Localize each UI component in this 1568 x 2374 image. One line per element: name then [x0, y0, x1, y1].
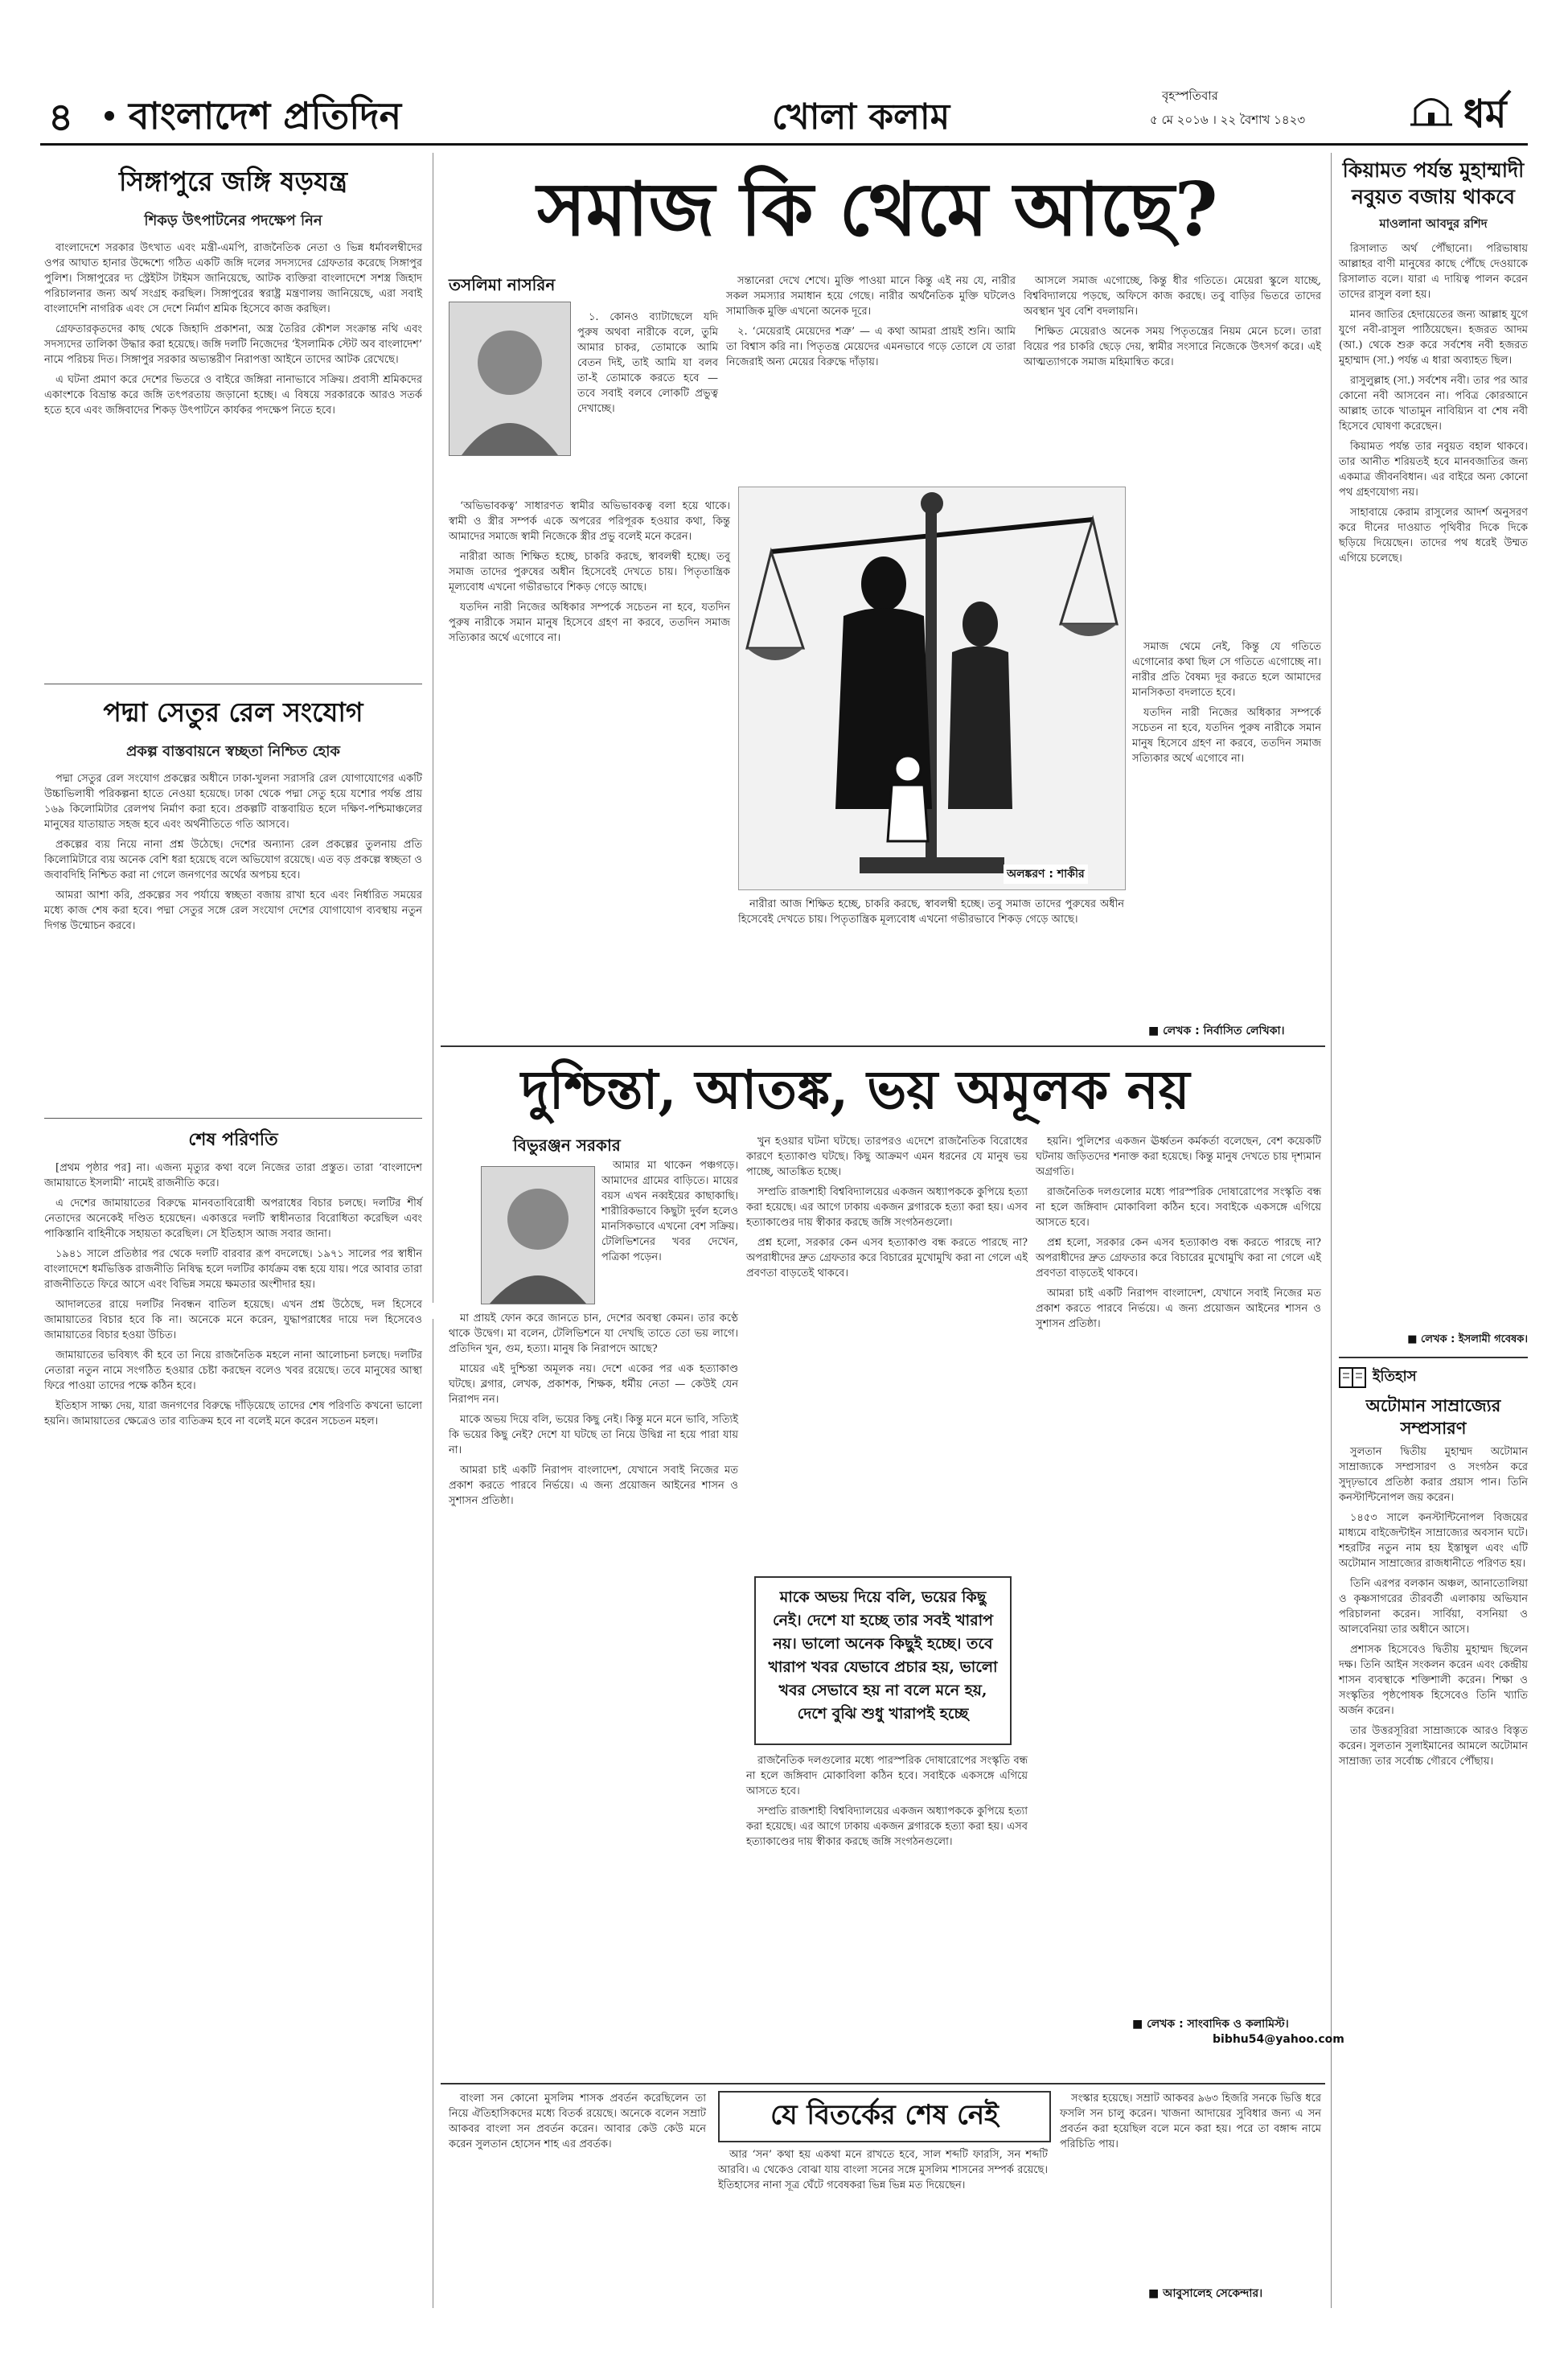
religion-article-body: [1339, 241, 1528, 1327]
paragraph: আমরা চাই একটি নিরাপদ বাংলাদেশ, যেখানে সবাই নিজের মত প্রকাশ করতে পারবে নির্ভয়ে। এ জন্য প্রয়োজন আইনের শাসন ও সুশাসন প্রতিষ্ঠা।: [449, 1464, 738, 1507]
paragraph: ১. কোনও ব্যাটাছেলে যদি পুরুষ অথবা নারীকে বলে, তুমি আমার চাকর, তোমাকে আমি বেতন দিই, তাই আমি যা বলব তা-ই তোমাকে করতে হবে — তবে সবাই বলবে লোকটি প্রভুত্ব দেখাচ্ছে।: [577, 311, 718, 415]
paragraph: রিসালাত অর্থ পৌঁছানো। পরিভাষায় আল্লাহর বাণী মানুষের কাছে পৌঁছে দেওয়াকে রিসালাত বলে। যারা এ দায়িত্ব পালন করেন তাদের রাসুল বলা হয়।: [1339, 243, 1528, 301]
paragraph: আমার মা থাকেন পঞ্চগড়ে। আমাদের গ্রামের বাড়িতে। মায়ের বয়স এখন নব্বইয়ের কাছাকাছি। শারীরিকভাবে কিছুটা দুর্বল হলেও মানসিকভাবে এখনো বেশ সক্রিয়। টেলিভিশনের খবর দেখেন, পত্রিকা পড়েন।: [601, 1160, 738, 1263]
paragraph: আমরা চাই একটি নিরাপদ বাংলাদেশ, যেখানে সবাই নিজের মত প্রকাশ করতে পারবে নির্ভয়ে। এ জন্য প্রয়োজন আইনের শাসন ও সুশাসন প্রতিষ্ঠা।: [1036, 1288, 1321, 1330]
paragraph: ইতিহাস সাক্ষ্য দেয়, যারা জনগণের বিরুদ্ধে দাঁড়িয়েছে তাদের শেষ পরিণতি কখনো ভালো হয়নি। জামায়াতের ক্ষেত্রেও তার ব্যতিক্রম হবে না বলেই মনে করেন সচেতন মহল।: [44, 1400, 422, 1427]
article-col-1b: [449, 1311, 738, 2059]
article-col-2: [746, 1134, 1028, 1568]
cartoon-credit: অলঙ্করণ : শাকীর: [1004, 865, 1088, 884]
paragraph: মায়ের এই দুশ্চিন্তা অমূলক নয়। দেশে একের পর এক হত্যাকাণ্ড ঘটছে। ব্লগার, লেখক, প্রকাশক, শিক্ষক, ধর্মীয় নেতা — কেউই যেন নিরাপদ নন।: [449, 1363, 738, 1406]
paragraph: নারীরা আজ শিক্ষিত হচ্ছে, চাকরি করছে, স্বাবলম্বী হচ্ছে। তবু সমাজ তাদের পুরুষের অধীন হিসেবেই দেখতে চায়। পিতৃতান্ত্রিক মূল্যবোধ এখনো গভীরভাবে শিকড় গেড়ে আছে।: [738, 898, 1124, 926]
date: ৫ মে ২০১৬ । ২২ বৈশাখ ১৪২৩: [1150, 113, 1306, 127]
paragraph: বাংলাদেশে সরকার উৎখাত এবং মন্ত্রী-এমপি, রাজনৈতিক নেতা ও ভিন্ন ধর্মাবলম্বীদের ওপর আঘাত হানার উদ্দেশ্যে গঠিত একটি জঙ্গি দলের সদস্যদের গ্রেফতার করেছে সিঙ্গাপুর পুলিশ। সিঙ্গাপুরের দ্য স্ট্রেইটস টাইমস জানিয়েছে, আটক ব্যক্তিরা বাংলাদেশে সশস্ত্র জিহাদ পরিচালনার জন্য অর্থ সংগ্রহ করছিল। সিঙ্গাপুরের স্বরাষ্ট্র মন্ত্রণালয় জানিয়েছে, এরা সবাই বাংলাদেশি নাগরিক এবং সে দেশে নির্মাণ শ্রমিক হিসেবে কাজ করছিল।: [44, 242, 422, 315]
masthead: [40, 80, 1528, 153]
paragraph: প্রশাসক হিসেবেও দ্বিতীয় মুহাম্মদ ছিলেন দক্ষ। তিনি আইন সংকলন করেন এবং কেন্দ্রীয় শাসন ব্যবস্থাকে শক্তিশালী করেন। শিক্ষা ও সংস্কৃতির পৃষ্ঠপোষক হিসেবেও তিনি খ্যাতি অর্জন করেন।: [1339, 1644, 1528, 1717]
paragraph: সুলতান দ্বিতীয় মুহাম্মদ অটোমান সাম্রাজ্যকে সম্প্রসারণ ও সংগঠন করে সুদৃঢ়ভাবে প্রতিষ্ঠা করার প্রয়াস পান। তিনি কনস্টান্টিনোপল জয় করেন।: [1339, 1446, 1528, 1504]
paragraph: সাহাবায়ে কেরাম রাসুলের আদর্শ অনুসরণ করে দীনের দাওয়াত পৃথিবীর দিকে দিকে ছড়িয়ে দিয়েছেন। তাদের পথ ধরেই উম্মত এগিয়ে চলেছে।: [1339, 507, 1528, 565]
pull-quote-text: মাকে অভয় দিয়ে বলি, ভয়ের কিছু নেই। দেশে যা হচ্ছে তার সবই খারাপ নয়। ভালো অনেক কিছুই হচ্ছে। তবে খারাপ খবর যেভাবে প্রচার হয়, ভালো খবর সেভাবে হয় না বলে মনে হয়, দেশে বুঝি শুধু খারাপই হচ্ছে: [768, 1588, 998, 1723]
article-col-3: [1036, 1134, 1321, 2002]
paragraph: ২. ‘মেয়েরাই মেয়েদের শত্রু’ — এ কথা আমরা প্রায়ই শুনি। আমি তা বিশ্বাস করি না। পিতৃতন্ত্র মেয়েদের এমনভাবে গড়ে তোলে যে তারা নিজেরাই অন্য মেয়ের বিরুদ্ধে দাঁড়ায়।: [726, 326, 1016, 368]
author-photo: [449, 302, 571, 456]
paper-name: বাংলাদেশ প্রতিদিন: [129, 94, 402, 138]
religion-article-author: মাওলানা আবদুর রশিদ: [1379, 216, 1488, 231]
paragraph: মানব জাতির হেদায়েতের জন্য আল্লাহ যুগে যুগে নবী-রাসুল পাঠিয়েছেন। হজরত আদম (আ.) থেকে শুরু করে সর্বশেষ নবী হজরত মুহাম্মাদ (সা.) পর্যন্ত এ ধারা অব্যাহত ছিল।: [1339, 309, 1528, 367]
paragraph: যতদিন নারী নিজের অধিকার সম্পর্কে সচেতন না হবে, যতদিন পুরুষ নারীকে সমান মানুষ হিসেবে গ্রহণ না করবে, ততদিন সমাজ সত্যিকার অর্থে এগোবে না।: [449, 602, 730, 644]
main-article-col-5: [738, 897, 1124, 1017]
paragraph: প্রশ্ন হলো, সরকার কেন এসব হত্যাকাণ্ড বন্ধ করতে পারছে না? অপরাধীদের দ্রুত গ্রেফতার করে বিচারের মুখোমুখি করা না গেলে এই প্রবণতা বাড়তেই থাকবে।: [746, 1237, 1028, 1279]
main-article-title: সমাজ কি থেমে আছে?: [537, 166, 1218, 253]
article-col-3: [1060, 2091, 1321, 2276]
paragraph: হয়নি। পুলিশের একজন ঊর্ধ্বতন কর্মকর্তা বলেছেন, বেশ কয়েকটি ঘটনায় জড়িতদের শনাক্ত করা হয়েছে। কিন্তু মানুষ দেখতে চায় দৃশ্যমান অগ্রগতি।: [1036, 1136, 1321, 1178]
paragraph: তিনি এরপর বলকান অঞ্চল, আনাতোলিয়া ও কৃষ্ণসাগরের তীরবর্তী এলাকায় অভিযান পরিচালনা করেন। সার্বিয়া, বসনিয়া ও আলবেনিয়া তার অধীনে আসে।: [1339, 1578, 1528, 1636]
masthead-rule: [40, 143, 1528, 146]
paragraph: রাজনৈতিক দলগুলোর মধ্যে পারস্পরিক দোষারোপের সংস্কৃতি বন্ধ না হলে জঙ্গিবাদ মোকাবিলা কঠিন হবে। সবাইকে একসঙ্গে এগিয়ে আসতে হবে।: [1036, 1186, 1321, 1229]
article-col-2: [718, 2147, 1048, 2300]
history-article-body: [1339, 1444, 1528, 2265]
history-article-title: অটোমান সাম্রাজ্যের সম্প্রসারণ: [1365, 1395, 1501, 1438]
paragraph: সন্তানেরা দেখে শেখে। মুক্তি পাওয়া মানে কিন্তু এই নয় যে, নারীর সকল সমস্যার সমাধান হয়ে গেছে। নারীর অর্থনৈতিক মুক্তি ঘটলেও সামাজিক মুক্তি এখনো অনেক দূরে।: [726, 275, 1016, 318]
article-title: যে বিতর্কের শেষ নেই: [770, 2098, 999, 2131]
paragraph: রাজনৈতিক দলগুলোর মধ্যে পারস্পরিক দোষারোপের সংস্কৃতি বন্ধ না হলে জঙ্গিবাদ মোকাবিলা কঠিন হবে। সবাইকে একসঙ্গে এগিয়ে আসতে হবে।: [746, 1755, 1028, 1797]
paragraph: খুন হওয়ার ঘটনা ঘটছে। তারপরও এদেশে রাজনৈতিক বিরোধের কারণে হত্যাকাণ্ড ঘটছে। কিছু আক্রমণ এমন ধরনের যে মানুষ ভয় পাচ্ছে, আতঙ্কিত হচ্ছে।: [746, 1136, 1028, 1178]
article-title: দুশ্চিন্তা, আতঙ্ক, ভয় অমূলক নয়: [521, 1058, 1190, 1121]
paragraph: সম্প্রতি রাজশাহী বিশ্ববিদ্যালয়ের একজন অধ্যাপককে কুপিয়ে হত্যা করা হয়েছে। এর আগে ঢাকায় একজন ব্লগারকে হত্যা করা হয়। এসব হত্যাকাণ্ডের দায় স্বীকার করছে জঙ্গি সংগঠনগুলো।: [746, 1805, 1028, 1848]
main-article-col-1b: [449, 499, 730, 1013]
section-rule: [441, 1045, 1325, 1047]
column-shesh-porinoti: [44, 1126, 422, 2300]
religion-column: [1339, 157, 1528, 2304]
editorial-body: [44, 240, 422, 418]
paragraph: ১৪৫৩ সালে কনস্টান্টিনোপল বিজয়ের মাধ্যমে বাইজেন্টাইন সাম্রাজ্যের অবসান ঘটে। শহরটির নতুন নাম হয় ইস্তাম্বুল এবং এটি অটোমান সাম্রাজ্যের রাজধানীতে পরিণত হয়।: [1339, 1512, 1528, 1570]
paragraph: জামায়াতের ভবিষ্যৎ কী হবে তা নিয়ে রাজনৈতিক মহলে নানা আলোচনা চলছে। দলটির নেতারা নতুন নামে সংগঠিত হওয়ার চেষ্টা করছেন বলেও খবর রয়েছে। তবে মানুষের আস্থা ফিরে পাওয়া তাদের পক্ষে কঠিন হবে।: [44, 1349, 422, 1392]
section-rule: [44, 1118, 422, 1119]
paragraph: সংস্কার হয়েছে। সম্রাট আকবর ৯৬৩ হিজরি সনকে ভিত্তি ধরে ফসলি সন চালু করেন। খাজনা আদায়ের সুবিধার জন্য এ সন প্রবর্তন করা হয়েছিল বলে মনে করা হয়। পরে তা বঙ্গাব্দ নামে পরিচিতি পায়।: [1060, 2093, 1321, 2150]
paragraph: সমাজ থেমে নেই, কিন্তু যে গতিতে এগোনোর কথা ছিল সে গতিতে এগোচ্ছে না। নারীর প্রতি বৈষম্য দূর করতে হলে আমাদের মানসিকতা বদলাতে হবে।: [1132, 641, 1321, 699]
paragraph: তার উত্তরসূরিরা সাম্রাজ্যকে আরও বিস্তৃত করেন। সুলতান সুলাইমানের আমলে অটোমান সাম্রাজ্য তার সর্বোচ্চ গৌরবে পৌঁছায়।: [1339, 1725, 1528, 1768]
main-article-col-4: [1132, 639, 1321, 1009]
paragraph: প্রশ্ন হলো, সরকার কেন এসব হত্যাকাণ্ড বন্ধ করতে পারছে না? অপরাধীদের দ্রুত গ্রেফতার করে বিচারের মুখোমুখি করা না গেলে এই প্রবণতা বাড়তেই থাকবে।: [1036, 1237, 1321, 1279]
article-dushchinta: [441, 1054, 1344, 2075]
paragraph: আদালতের রায়ে দলটির নিবন্ধন বাতিল হয়েছে। এখন প্রশ্ন উঠেছে, দল হিসেবে জামায়াতের বিচার হবে কি না। অনেকে মনে করেন, যুদ্ধাপরাধের দায়ে দল হিসেবেও জামায়াতের বিচার হওয়া উচিত।: [44, 1299, 422, 1341]
main-article-col-1: [577, 310, 718, 495]
page-number: ৪: [48, 95, 74, 140]
article-title-box: [718, 2091, 1051, 2142]
column-divider: [1331, 153, 1332, 2308]
author-email[interactable]: bibhu54@yahoo.com: [1213, 2033, 1344, 2046]
section-rule: [1339, 1357, 1528, 1358]
paragraph: প্রকল্পের ব্যয় নিয়ে নানা প্রশ্ন উঠেছে। দেশের অন্যান্য রেল প্রকল্পের তুলনায় প্রতি কিলোমিটারে ব্যয় অনেক বেশি ধরা হয়েছে বলে অভিযোগ রয়েছে। এত বড় প্রকল্পে স্বচ্ছতা ও জবাবদিহি নিশ্চিত করা না গেলে জনগণের অর্থের অপচয় হবে।: [44, 839, 422, 881]
paragraph: যতদিন নারী নিজের অধিকার সম্পর্কে সচেতন না হবে, যতদিন পুরুষ নারীকে সমান মানুষ হিসেবে গ্রহণ না করবে, ততদিন সমাজ সত্যিকার অর্থে এগোবে না।: [1132, 707, 1321, 765]
paragraph: আসলে সমাজ এগোচ্ছে, কিন্তু ধীর গতিতে। মেয়েরা স্কুলে যাচ্ছে, বিশ্ববিদ্যালয়ে পড়ছে, অফিসে কাজ করছে। তবু বাড়ির ভিতরে তাদের অবস্থান খুব বেশি বদলায়নি।: [1024, 275, 1321, 318]
editorial-title: পদ্মা সেতুর রেল সংযোগ: [103, 696, 363, 728]
article-bitorko: [441, 2087, 1325, 2304]
paragraph: আর ‘সন’ কথা হয় একথা মনে রাখতে হবে, সাল শব্দটি ফারসি, সন শব্দটি আরবি। এ থেকেও বোঝা যায় বাংলা সনের সঙ্গে মুসলিম শাসনের সম্পর্ক রয়েছে। ইতিহাসের নানা সূত্র ঘেঁটে গবেষকরা ভিন্ন ভিন্ন মত দিয়েছেন।: [718, 2149, 1048, 2191]
editorial-subtitle: প্রকল্প বাস্তবায়নে স্বচ্ছতা নিশ্চিত হোক: [125, 743, 341, 760]
paragraph: [প্রথম পৃষ্ঠার পর] না। এজন্য মৃত্যুর কথা বলে নিজের তারা প্রস্তুত। তারা ‘বাংলাদেশ জামায়াতে ইসলামী’ নামেই রাজনীতি করে।: [44, 1162, 422, 1189]
history-label-row: [1339, 1365, 1528, 1390]
paragraph: আমরা আশা করি, প্রকল্পের সব পর্যায়ে স্বচ্ছতা বজায় রাখা হবে এবং নির্ধারিত সময়ের মধ্যে কাজ শেষ করা হবে। পদ্মা সেতুর সঙ্গে রেল সংযোগ দেশের যোগাযোগ ব্যবস্থায় নতুন দিগন্ত উন্মোচন করবে।: [44, 889, 422, 932]
section-title: খোলা কলাম: [772, 97, 950, 138]
book-icon: [1339, 1367, 1366, 1388]
paragraph: গ্রেফতারকৃতদের কাছ থেকে জিহাদি প্রকাশনা, অস্ত্র তৈরির কৌশল সংক্রান্ত নথি এবং সদস্যদের তালিকা উদ্ধার করা হয়েছে। জঙ্গি দলটি নিজেদের ‘ইসলামিক স্টেট অব বাংলাদেশ’ নামে পরিচয় দিত। সিঙ্গাপুর সরকার অভ্যন্তরীণ নিরাপত্তা আইনে তাদের আটক রেখেছে।: [44, 323, 422, 366]
column-body: [44, 1160, 422, 1429]
article-col-1: [449, 2091, 706, 2300]
paragraph: রাসুলুল্লাহ (সা.) সর্বশেষ নবী। তার পর আর কোনো নবী আসবেন না। পবিত্র কোরআনে আল্লাহ তাকে খাতামুন নাবিয়্যিন বা শেষ নবী হিসেবে ঘোষণা করেছেন।: [1339, 375, 1528, 433]
bullet-dot: [105, 111, 114, 121]
article-footer: ■ আবুসালেহ সেকেন্দার।: [1148, 2287, 1263, 2300]
article-footer: ■ লেখক : সাংবাদিক ও কলামিস্ট।: [1132, 2018, 1289, 2031]
editorial-title: সিঙ্গাপুরে জঙ্গি ষড়যন্ত্র: [118, 166, 348, 197]
paragraph: ১৯৪১ সালে প্রতিষ্ঠার পর থেকে দলটি বারবার রূপ বদলেছে। ১৯৭১ সালের পর স্বাধীন বাংলাদেশে ধর্মভিত্তিক রাজনীতি নিষিদ্ধ হলে দলটির কার্যক্রম বন্ধ হয়ে যায়। পরে আবার তারা রাজনীতিতে ফিরে আসে এবং বিভিন্ন সময়ে ক্ষমতার অংশীদার হয়।: [44, 1248, 422, 1291]
religion-article-title: কিয়ামত পর্যন্ত মুহাম্মাদী নবুয়ত বজায় থাকবে: [1342, 158, 1525, 208]
history-label: ইতিহাস: [1373, 1368, 1417, 1385]
column-title: শেষ পরিণতি: [188, 1129, 278, 1150]
editorial-padma: [44, 692, 422, 1110]
religion-article-footer: ■ লেখক : ইসলামী গবেষক।: [1407, 1333, 1528, 1345]
section-rule: [441, 2083, 1325, 2084]
weekday: বৃহস্পতিবার: [1162, 88, 1218, 103]
editorial-body: [44, 771, 422, 934]
author-name: তসলিমা নাসরিন: [449, 275, 556, 294]
editorial-subtitle: শিকড় উৎপাটনের পদক্ষেপ নিন: [144, 212, 322, 229]
paragraph: এ ঘটনা প্রমাণ করে দেশের ভিতরে ও বাইরে জঙ্গিরা নানাভাবে সক্রিয়। প্রবাসী শ্রমিকদের একাংশকে বিভ্রান্ত করে জঙ্গি তৎপরতায় জড়ানো হচ্ছে। এ বিষয়ে সরকারকে আরও সতর্ক হতে হবে এবং জঙ্গিবাদের শিকড় উৎপাটনে কার্যকর পদক্ষেপ নিতে হবে।: [44, 374, 422, 417]
author-photo: [481, 1166, 595, 1304]
author-name: বিভুরঞ্জন সরকার: [513, 1136, 621, 1155]
religion-section: ধর্ম: [1463, 92, 1507, 137]
paragraph: এ দেশের জামায়াতের বিরুদ্ধে মানবতাবিরোধী অপরাধের বিচার চলছে। দলটির শীর্ষ নেতাদের অনেকেই দণ্ডিত হয়েছেন। একাত্তরে দলটি স্বাধীনতার বিরোধিতা করেছিল এবং পাকিস্তানি বাহিনীকে সহায়তা করেছিল। সে ইতিহাস আজ সবার জানা।: [44, 1197, 422, 1240]
mosque-icon: [1407, 88, 1455, 129]
paragraph: সম্প্রতি রাজশাহী বিশ্ববিদ্যালয়ের একজন অধ্যাপককে কুপিয়ে হত্যা করা হয়েছে। এর আগে ঢাকায় একজন ব্লগারকে হত্যা করা হয়। এসব হত্যাকাণ্ডের দায় স্বীকার করছে জঙ্গি সংগঠনগুলো।: [746, 1186, 1028, 1229]
paragraph: বাংলা সন কোনো মুসলিম শাসক প্রবর্তন করেছিলেন তা নিয়ে ঐতিহাসিকদের মধ্যে বিতর্ক রয়েছে। অনেকে বলেন সম্রাট আকবর বাংলা সন প্রবর্তন করেন। আবার কেউ কেউ মনে করেন সুলতান হোসেন শাহ এর প্রবর্তক।: [449, 2093, 706, 2150]
editorial-singapore: [44, 161, 422, 676]
paragraph: পদ্মা সেতুর রেল সংযোগ প্রকল্পের অধীনে ঢাকা-খুলনা সরাসরি রেল যোগাযোগের একটি উচ্চাভিলাষী পরিকল্পনা হাতে নেওয়া হয়েছে। ঢাকা থেকে পদ্মা সেতু হয়ে যশোর পর্যন্ত প্রায় ১৬৯ কিলোমিটার রেলপথ নির্মাণ করা হবে। প্রকল্পটি বাস্তবায়িত হলে দক্ষিণ-পশ্চিমাঞ্চলের মানুষের যাতায়াত সহজ হবে এবং অর্থনীতিতে গতি আসবে।: [44, 773, 422, 831]
paragraph: শিক্ষিত মেয়েরাও অনেক সময় পিতৃতন্ত্রের নিয়ম মেনে চলে। তারা বিয়ের পর চাকরি ছেড়ে দেয়, স্বামীর সংসারে নিজেকে উৎসর্গ করে। এই আত্মত্যাগকে সমাজ মহিমান্বিত করে।: [1024, 326, 1321, 368]
cartoon-illustration: [738, 487, 1126, 890]
paragraph: মা প্রায়ই ফোন করে জানতে চান, দেশের অবস্থা কেমন। তার কণ্ঠে থাকে উদ্বেগ। মা বলেন, টেলিভিশনে যা দেখছি তাতে তো ভয় লাগে। প্রতিদিন খুন, গুম, হত্যা। মানুষ কি নিরাপদে আছে?: [449, 1312, 738, 1355]
pull-quote: [754, 1576, 1012, 1745]
paragraph: ‘অভিভাবকত্ব’ সাধারণত স্বামীর অভিভাবকত্ব বলা হয়ে থাকে। স্বামী ও স্ত্রীর সম্পর্ক একে অপরের পরিপূরক হওয়ার কথা, কিন্তু আমাদের সমাজে স্বামী নিজেকে স্ত্রীর প্রভু বলেই মনে করেন।: [449, 500, 730, 543]
paragraph: নারীরা আজ শিক্ষিত হচ্ছে, চাকরি করছে, স্বাবলম্বী হচ্ছে। তবু সমাজ তাদের পুরুষের অধীন হিসেবেই দেখতে চায়। পিতৃতান্ত্রিক মূল্যবোধ এখনো গভীরভাবে শিকড় গেড়ে আছে।: [449, 551, 730, 594]
article-col-2b: [746, 1753, 1028, 2059]
paragraph: কিয়ামত পর্যন্ত তার নবুয়ত বহাল থাকবে। তার আনীত শরিয়তই হবে মানবজাতির জন্য একমাত্র জীবনবিধান। এর বাইরে অন্য কোনো পথ গ্রহণযোগ্য নয়।: [1339, 441, 1528, 499]
main-article-footer: ■ লেখক : নির্বাসিত লেখিকা।: [1148, 1025, 1285, 1037]
paragraph: মাকে অভয় দিয়ে বলি, ভয়ের কিছু নেই। কিন্তু মনে মনে ভাবি, সত্যিই কি ভয়ের কিছু নেই? দেশে যা ঘটছে তা নিয়ে উদ্বিগ্ন না হয়ে পারা যায় না।: [449, 1414, 738, 1456]
